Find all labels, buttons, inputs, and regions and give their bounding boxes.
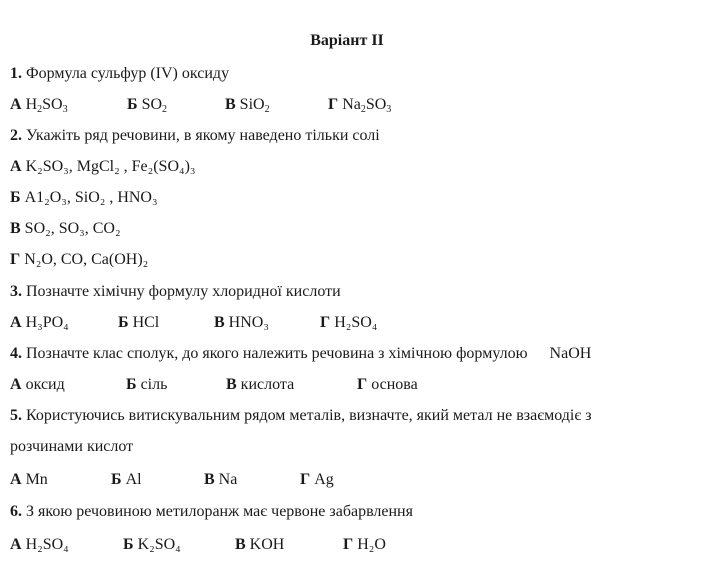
question-3-options xyxy=(10,313,710,333)
variant-title: Варіант ІІ xyxy=(310,32,384,49)
option-v: В Na xyxy=(204,471,238,488)
option-v: В HNO₃ xyxy=(214,314,269,331)
option-b: Б сіль xyxy=(126,376,168,393)
question-2-option-a: А K₂SO₃, MgCl₂ , Fe₂(SO₄)₃ xyxy=(10,158,196,175)
option-b: Б K₂SO₄ xyxy=(123,536,181,553)
question-2-option-b: Б A1₂O₃, SiO₂ , HNO₃ xyxy=(10,189,158,206)
option-g: Г Ag xyxy=(300,471,334,488)
question-1-options xyxy=(10,95,710,115)
option-b: Б $SO_2$ xyxy=(127,96,168,115)
option-v: В SiO$_2$ xyxy=(225,96,270,115)
option-v: В KOH xyxy=(235,536,285,553)
question-number: 2. xyxy=(10,127,22,144)
option-b: Б Al xyxy=(111,471,142,488)
question-number: 6. xyxy=(10,503,22,520)
question-6-options xyxy=(10,535,710,555)
option-a: А оксид xyxy=(10,376,65,393)
option-g: Г $Na_2SO_3$ xyxy=(328,96,392,115)
option-a: А H₃PO₄ xyxy=(10,314,69,331)
option-a: А H₂SO₄ xyxy=(10,536,69,553)
question-5-continuation: розчинами кислот xyxy=(10,438,134,455)
question-4-options xyxy=(10,375,710,395)
option-g: Г основа xyxy=(357,376,418,393)
question-text: Позначте хімічну формулу хлоридної кислоти xyxy=(26,283,341,300)
question-text: Укажіть ряд речовини, в якому наведено тільки солі xyxy=(26,127,380,144)
question-2-option-g: Г N₂O, CO, Ca(OH)₂ xyxy=(10,251,149,268)
question-5 xyxy=(10,406,592,426)
option-a: А $H_2SO_3$ xyxy=(10,96,68,115)
option-b: Б HCl xyxy=(118,314,160,331)
question-number: 1. xyxy=(10,65,22,82)
question-6 xyxy=(10,502,413,522)
question-3 xyxy=(10,282,341,302)
question-number: 4. xyxy=(10,345,22,362)
question-5-options xyxy=(10,470,710,490)
question-number: 3. xyxy=(10,283,22,300)
question-text: З якою речовиною метилоранж має червоне забарвлення xyxy=(26,503,413,520)
option-v: В кислота xyxy=(226,376,295,393)
question-4 xyxy=(10,344,591,364)
question-text: Позначте клас сполук, до якого належить речовина з хімічною формулою xyxy=(26,345,528,362)
option-g: Г H₂O xyxy=(343,536,386,553)
question-text: Формула сульфур (IV) оксиду xyxy=(26,65,230,82)
option-a: А Mn xyxy=(10,471,48,488)
question-2 xyxy=(10,126,380,146)
question-2-option-v: В SO₂, SO₃, CO₂ xyxy=(10,220,121,237)
option-g: Г H₂SO₄ xyxy=(320,314,378,331)
formula: NaOH xyxy=(549,345,592,362)
question-number: 5. xyxy=(10,407,22,424)
question-text: Користуючись витискувальним рядом металів, визначте, який метал не взаємодіє з xyxy=(26,407,592,424)
question-1 xyxy=(10,64,229,84)
